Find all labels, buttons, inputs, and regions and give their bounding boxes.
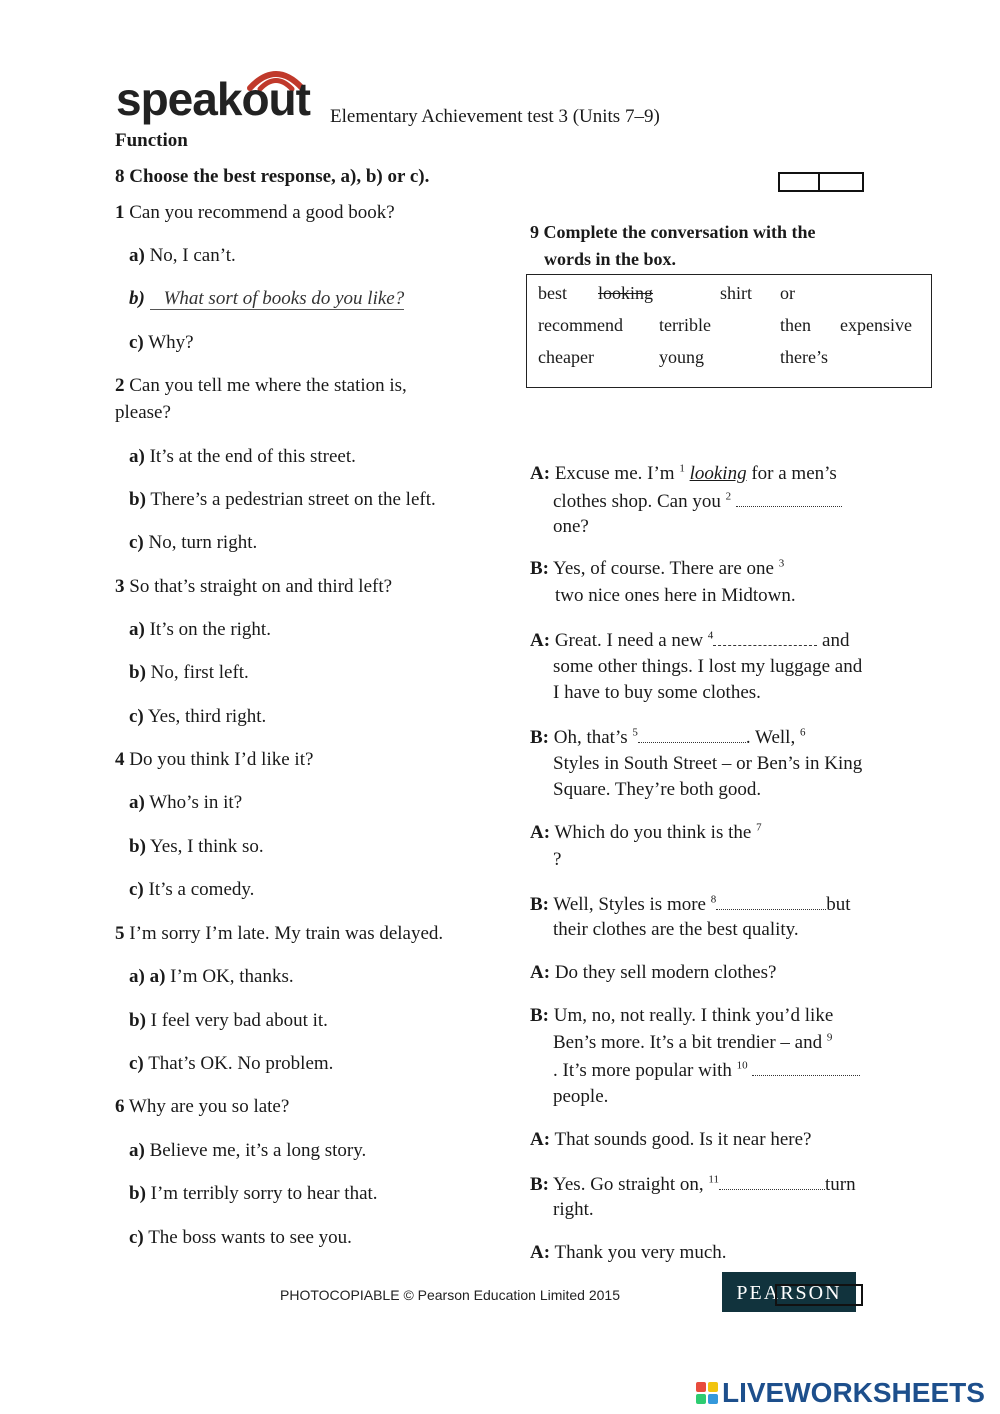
- question-6: 6 Why are you so late?: [115, 1096, 290, 1117]
- logo-text-out: out: [241, 73, 310, 125]
- word-or: or: [780, 283, 795, 303]
- dialogue-line-6: A: Great. I need a new $^4$ and: [530, 627, 849, 654]
- q2-option-c[interactable]: c) No, turn right.: [129, 532, 258, 553]
- q3-option-a[interactable]: a) It’s on the right.: [129, 619, 271, 640]
- word-then: then: [780, 315, 811, 335]
- dialogue-line-18: Ben’s more. It’s a bit trendier – and $^9$: [553, 1031, 833, 1053]
- exercise-9-instruction: 9 Complete the conversation with the: [530, 222, 816, 242]
- dialogue-line-11: Square. They’re both good.: [553, 779, 762, 800]
- score-box[interactable]: [778, 172, 864, 192]
- q3-option-b[interactable]: b) No, first left.: [129, 662, 249, 683]
- dialogue-line-13: ?: [553, 849, 562, 870]
- gap-5-input[interactable]: [638, 724, 746, 743]
- word-young: young: [659, 347, 704, 367]
- question-1: 1 Can you recommend a good book?: [115, 202, 395, 223]
- question-4: 4 Do you think I’d like it?: [115, 749, 314, 770]
- speakout-logo: [116, 70, 322, 128]
- dialogue-line-2: clothes shop. Can you $^2$: [553, 488, 842, 515]
- pearson-score-box[interactable]: [775, 1284, 863, 1306]
- dialogue-line-22: B: Yes. Go straight on, $^{11}$ turn: [530, 1171, 856, 1198]
- pearson-logo: PEARSON: [722, 1272, 856, 1312]
- dialogue-line-24: A: Thank you very much.: [530, 1242, 727, 1263]
- dialogue-line-21: A: That sounds good. Is it near here?: [530, 1129, 812, 1150]
- dialogue-line-19: . It’s more popular with $^{10}$: [553, 1057, 860, 1084]
- q1-option-c[interactable]: c) Why?: [129, 332, 194, 353]
- gap-1-answer[interactable]: looking: [689, 463, 747, 484]
- liveworksheets-watermark: LIVEWORKSHEETS: [696, 1378, 985, 1408]
- gap-10-input[interactable]: [752, 1057, 860, 1076]
- dialogue-line-16: A: Do they sell modern clothes?: [530, 962, 777, 983]
- gap-2-input[interactable]: [736, 488, 842, 507]
- word-terrible: terrible: [659, 315, 711, 335]
- word-looking-used: looking: [598, 283, 654, 303]
- dialogue-line-10: Styles in South Street – or Ben’s in King: [553, 753, 863, 774]
- copyright-text: PHOTOCOPIABLE © Pearson Education Limited 2015: [280, 1287, 621, 1303]
- dialogue-line-1: A: Excuse me. I’m $^1$ looking for a men’s: [530, 462, 837, 484]
- test-title: Elementary Achievement test 3 (Units 7–9): [330, 106, 660, 127]
- word-expensive: expensive: [840, 315, 912, 335]
- logo-text-speak: speak: [116, 73, 242, 125]
- dialogue-line-8: I have to buy some clothes.: [553, 682, 761, 703]
- q5-option-b[interactable]: b) I feel very bad about it.: [129, 1010, 328, 1031]
- word-box: [526, 274, 932, 388]
- section-heading: Function: [115, 130, 188, 151]
- liveworksheets-icon: [696, 1382, 718, 1404]
- q3-option-c[interactable]: c) Yes, third right.: [129, 706, 267, 727]
- dialogue-line-14: B: Well, Styles is more $^8$ but: [530, 891, 851, 918]
- word-cheaper: cheaper: [538, 347, 594, 367]
- dialogue-line-5: two nice ones here in Midtown.: [555, 585, 796, 606]
- word-recommend: recommend: [538, 315, 623, 335]
- q6-option-c[interactable]: c) The boss wants to see you.: [129, 1227, 352, 1248]
- dialogue-line-9: B: Oh, that’s $^5$ . Well, $^6$: [530, 724, 805, 751]
- q5-option-c[interactable]: c) That’s OK. No problem.: [129, 1053, 334, 1074]
- dialogue-line-7: some other things. I lost my luggage and: [553, 656, 863, 677]
- dialogue-line-17: B: Um, no, not really. I think you’d like: [530, 1005, 834, 1026]
- q1-option-b-answer[interactable]: b) What sort of books do you like?: [129, 288, 405, 309]
- dialogue-line-23: right.: [553, 1199, 594, 1220]
- gap-4-input[interactable]: [713, 627, 817, 646]
- q4-option-b[interactable]: b) Yes, I think so.: [129, 836, 264, 857]
- word-theres: there’s: [780, 347, 828, 367]
- q6-option-b[interactable]: b) I’m terribly sorry to hear that.: [129, 1183, 378, 1204]
- q2-option-a[interactable]: a) It’s at the end of this street.: [129, 446, 356, 467]
- question-5: 5 I’m sorry I’m late. My train was delayed.: [115, 923, 444, 944]
- gap-8-input[interactable]: [716, 891, 826, 910]
- q4-option-c[interactable]: c) It’s a comedy.: [129, 879, 255, 900]
- exercise-8-instruction: 8 Choose the best response, a), b) or c).: [115, 166, 430, 187]
- word-shirt: shirt: [720, 283, 753, 303]
- q1-option-a[interactable]: a) No, I can’t.: [129, 245, 236, 266]
- q2-option-b[interactable]: b) There’s a pedestrian street on the left.: [129, 489, 436, 510]
- dialogue-line-20: people.: [553, 1086, 609, 1107]
- exercise-9-instruction-cont: words in the box.: [544, 249, 677, 269]
- word-best: best: [538, 283, 567, 303]
- question-2-cont: please?: [115, 402, 171, 423]
- question-3: 3 So that’s straight on and third left?: [115, 576, 393, 597]
- gap-11-input[interactable]: [719, 1171, 825, 1190]
- dialogue-line-15: their clothes are the best quality.: [553, 919, 799, 940]
- q5-option-a[interactable]: a) a) I’m OK, thanks.: [129, 966, 294, 987]
- question-2: 2 Can you tell me where the station is,: [115, 375, 407, 396]
- dialogue-line-4: B: Yes, of course. There are one $^3$: [530, 557, 785, 579]
- dialogue-line-12: A: Which do you think is the $^7$: [530, 821, 762, 843]
- q4-option-a[interactable]: a) Who’s in it?: [129, 792, 243, 813]
- q6-option-a[interactable]: a) Believe me, it’s a long story.: [129, 1140, 367, 1161]
- dialogue-line-3: one?: [553, 516, 589, 537]
